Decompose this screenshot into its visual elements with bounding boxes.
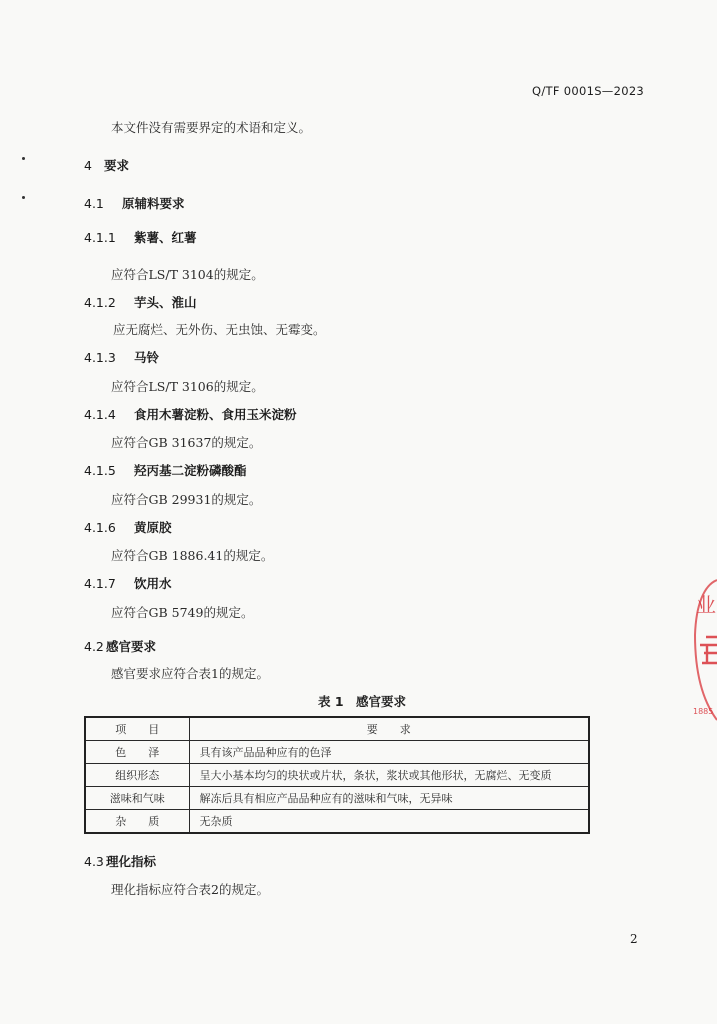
section-4-1-2-heading: [84, 293, 197, 311]
table-cell-item: 杂 质: [85, 810, 189, 834]
page-number: 2: [630, 932, 638, 946]
section-4-2-heading: [84, 637, 156, 655]
section-4-1-6-text: 应符合GB 1886.41的规定。: [111, 548, 274, 563]
section-number: 4.1.7: [84, 576, 116, 591]
section-number: 4.1.1: [84, 230, 116, 245]
section-4-1-4-text: 应符合GB 31637的规定。: [111, 435, 262, 450]
section-title: 要求: [104, 158, 130, 173]
table-row: [85, 764, 589, 787]
table-cell-requirement: 具有该产品品种应有的色泽: [189, 741, 589, 764]
section-4-3-text: 理化指标应符合表2的规定。: [111, 882, 269, 897]
section-4-1-7-heading: [84, 574, 172, 592]
section-4-3-heading: [84, 852, 156, 870]
table-cell-requirement: 呈大小基本均匀的块状或片状，条状，浆状或其他形状，无腐烂、无变质: [189, 764, 589, 787]
section-4-1-1-text: 应符合LS/T 3104的规定。: [111, 267, 264, 282]
section-4-1-6-heading: [84, 518, 172, 536]
section-number: 4.1: [84, 196, 104, 211]
section-title: 饮用水: [134, 576, 172, 591]
section-number: 4.1.2: [84, 295, 116, 310]
section-4-1-3-text: 应符合LS/T 3106的规定。: [111, 379, 264, 394]
section-4-1-5-text: 应符合GB 29931的规定。: [111, 492, 262, 507]
scan-speck: [22, 157, 25, 160]
section-title: 马铃: [134, 350, 160, 365]
scan-speck: [22, 196, 25, 199]
section-number: 4.2: [84, 639, 104, 654]
section-number: 4.3: [84, 854, 104, 869]
column-header-item: 项 目: [85, 717, 189, 741]
table-row: [85, 810, 589, 834]
table-cell-item: 组织形态: [85, 764, 189, 787]
section-4-1-5-heading: [84, 461, 247, 479]
section-title: 黄原胶: [134, 520, 172, 535]
section-number: 4.1.6: [84, 520, 116, 535]
section-title: 原辅料要求: [122, 196, 185, 211]
section-4-1-4-heading: [84, 405, 297, 423]
section-4-1-heading: [84, 194, 185, 212]
section-title: 理化指标: [106, 854, 157, 869]
section-4-1-1-heading: [84, 228, 197, 246]
svg-text:业: 业: [696, 593, 716, 617]
section-number: 4.1.3: [84, 350, 116, 365]
table-row: [85, 741, 589, 764]
official-seal-stamp: [692, 575, 717, 725]
table-1-caption: 表 1 感官要求: [318, 694, 407, 709]
document-code: Q/TF 0001S—2023: [532, 84, 645, 98]
table-cell-item: 色 泽: [85, 741, 189, 764]
table-cell-item: 滋味和气味: [85, 787, 189, 810]
section-4-1-7-text: 应符合GB 5749的规定。: [111, 605, 254, 620]
section-title: 羟丙基二淀粉磷酸酯: [134, 463, 247, 478]
section-4-2-text: 感官要求应符合表1的规定。: [111, 666, 269, 681]
table-row: [85, 787, 589, 810]
section-4-1-2-text: 应无腐烂、无外伤、无虫蚀、无霉变。: [113, 322, 326, 337]
intro-paragraph: 本文件没有需要界定的术语和定义。: [111, 120, 312, 135]
table-cell-requirement: 解冻后具有相应产品品种应有的滋味和气味，无异味: [189, 787, 589, 810]
section-number: 4.1.5: [84, 463, 116, 478]
sensory-requirements-table: [84, 716, 590, 834]
section-4-1-3-heading: [84, 348, 159, 366]
column-header-requirement: 要 求: [189, 717, 589, 741]
section-title: 食用木薯淀粉、食用玉米淀粉: [134, 407, 297, 422]
table-cell-requirement: 无杂质: [189, 810, 589, 834]
section-number: 4.1.4: [84, 407, 116, 422]
svg-text:1885: 1885: [693, 707, 714, 716]
section-title: 感官要求: [106, 639, 157, 654]
section-title: 紫薯、红薯: [134, 230, 197, 245]
section-4-heading: [84, 156, 129, 174]
table-header-row: [85, 717, 589, 741]
section-number: 4: [84, 158, 92, 173]
section-title: 芋头、淮山: [134, 295, 197, 310]
